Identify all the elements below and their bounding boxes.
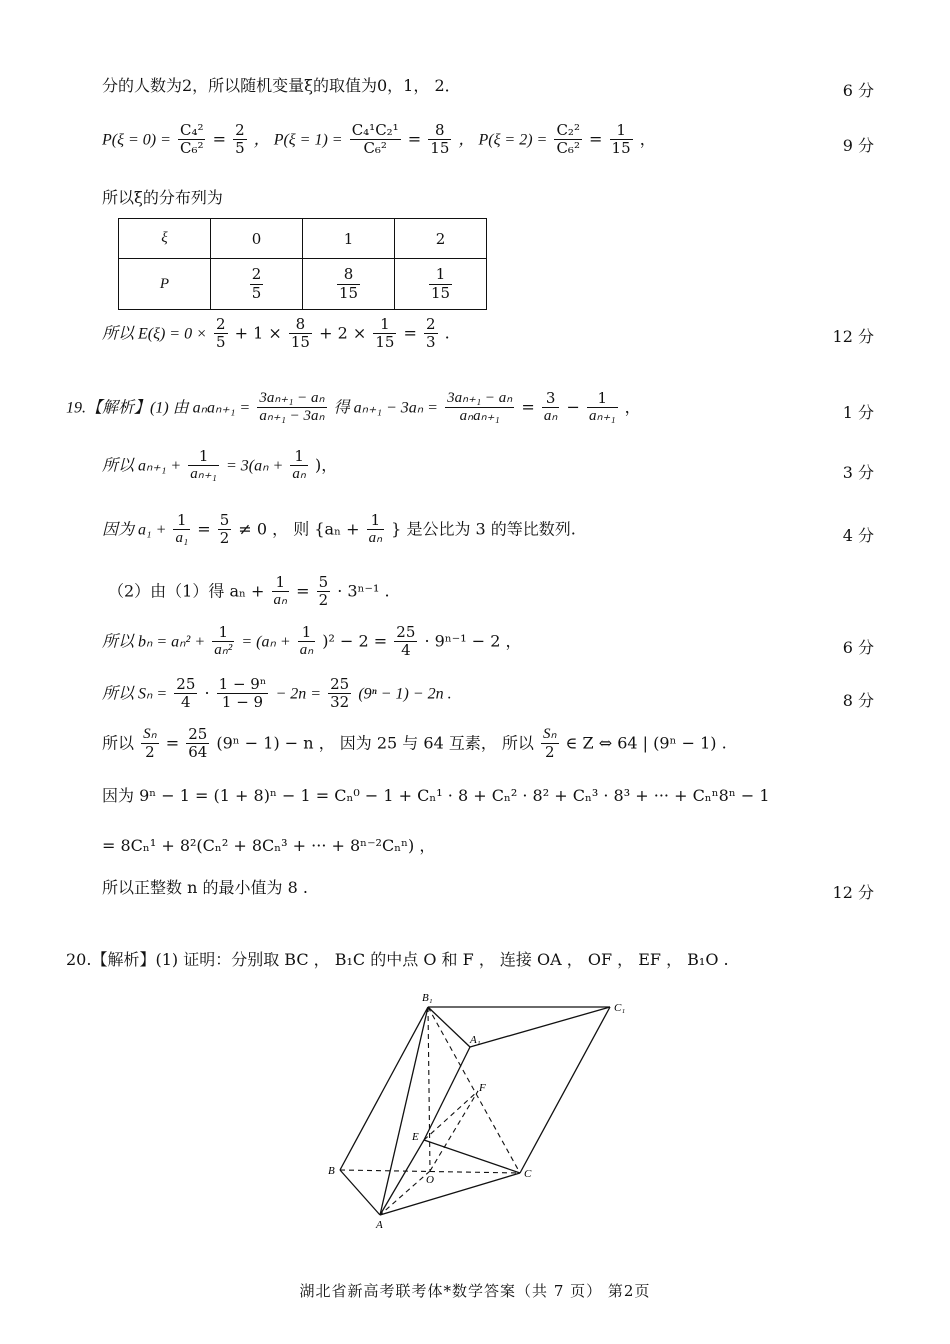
q19-line6: 所以 Sₙ = $\frac{25}{4}$ · $\frac{\text{1 − 9ⁿ}}{1 - 9}$ − 2n = $\frac{25}{32}$ (9ⁿ − 1) − 2n . — [102, 675, 452, 712]
table-cell: $\frac{2}{5}$ — [211, 259, 303, 310]
edge-of — [430, 1091, 478, 1171]
distribution-table — [118, 218, 487, 310]
p1-lhs: ， P(ξ = 1) = — [253, 131, 343, 149]
edge-b1b — [340, 1007, 428, 1170]
q19-line5: 所以 bₙ = aₙ² + $\frac{1}{\text{aₙ²}}$ = (aₙ + $\frac{1}{\text{aₙ}}$ )² − 2 = $\frac{25}{4}$ · 9ⁿ⁻¹ − 2 ， — [102, 623, 522, 660]
edge-b1a — [380, 1007, 428, 1215]
label-o: O — [426, 1174, 434, 1186]
score-12: 12 分 — [832, 327, 874, 346]
table-cell: $\frac{8}{15}$ — [303, 259, 395, 310]
edge-a1e — [424, 1047, 470, 1140]
edge-b1o — [428, 1007, 430, 1171]
p0-lhs: P(ξ = 0) = — [102, 131, 171, 149]
edge-oa — [380, 1171, 430, 1215]
label-e: E — [412, 1131, 419, 1143]
q19-line4: （2）由（1）得 aₙ + $\frac{1}{\text{aₙ}}$ = $\frac{5}{2}$ · 3ⁿ⁻¹ . — [108, 573, 390, 610]
table-header-cell: ξ — [119, 219, 211, 259]
q19-line9: = 8Cₙ¹ + 8²(Cₙ² + 8Cₙ³ + ··· + 8ⁿ⁻²Cₙⁿ) ， — [102, 836, 436, 855]
q18-line-values: 分的人数为2，所以随机变量ξ的取值为0，1， 2． — [102, 76, 461, 95]
q19-line7: 所以 $\frac{\text{Sₙ}}{2}$ = $\frac{25}{64}$ (9ⁿ − 1) − n ， 因为 25 与 64 互素， 所以 $\frac{\text{Sₙ}}{2}$ ∈ Z ⇔ 64 | (9ⁿ − 1) . — [102, 725, 727, 762]
score-8: 8 分 — [842, 691, 874, 710]
q19-line8: 因为 9ⁿ − 1 = (1 + 8)ⁿ − 1 = Cₙ⁰ − 1 + Cₙ¹ · 8 + Cₙ² · 8² + Cₙ³ · 8³ + ··· + Cₙⁿ8ⁿ − 1 — [102, 786, 770, 805]
label-b1: B₁ — [422, 992, 433, 1004]
score-12b: 12 分 — [832, 883, 874, 902]
table-row-label: P — [119, 259, 211, 310]
q18-dist-intro: 所以ξ的分布列为 — [102, 188, 223, 207]
label-c: C — [524, 1168, 532, 1180]
edge-b1c — [428, 1007, 520, 1173]
q19-line1: 19.【解析】(1) 由 aₙaₙ₊₁ = $\frac{\text{3aₙ₊₁ − aₙ}}{\text{aₙ₊₁ − 3aₙ}}$ 得 aₙ₊₁ − 3aₙ = $\frac{\text{3aₙ₊₁ − aₙ}}{\text{aₙaₙ₊₁}}$ = $\frac{3}{\text{aₙ}}$ − $\frac{1}{\text{aₙ₊₁}}$ ， — [66, 389, 641, 425]
score-6: 6 分 — [842, 81, 874, 100]
p1-value: $\frac{8}{15}$ — [430, 121, 450, 158]
p2-frac: $\frac{\text{C₂²}}{\text{C₆²}}$ — [556, 121, 580, 158]
score-1: 1 分 — [842, 403, 874, 422]
q19-line2: 所以 aₙ₊₁ + $\frac{1}{\text{aₙ₊₁}}$ = 3(aₙ + $\frac{1}{\text{aₙ}}$ )， — [102, 447, 338, 483]
label-a: A — [376, 1219, 383, 1231]
prism-figure — [320, 985, 630, 1235]
q19-line3: 因为 a₁ + $\frac{1}{\text{a₁}}$ = $\frac{5}{2}$ ≠ 0 ， 则 {aₙ + $\frac{1}{\text{aₙ}}$ } 是公比为 3 的等比数列. — [102, 511, 576, 548]
p0-value: $\frac{2}{5}$ — [235, 121, 245, 158]
q18-expectation: 所以 E(ξ) = 0 × $\frac{2}{5}$ + 1 × $\frac{8}{15}$ + 2 × $\frac{1}{15}$ = $\frac{2}{3}$ . — [102, 315, 450, 352]
label-a1: A₁ — [470, 1034, 481, 1046]
label-c1: C₁ — [614, 1002, 626, 1014]
edge-ec — [424, 1140, 520, 1173]
table-header-cell: 1 — [303, 219, 395, 259]
p2-value: $\frac{1}{15}$ — [611, 121, 631, 158]
edge-ba — [340, 1170, 380, 1215]
edge-ef — [424, 1091, 478, 1140]
p0-frac: $\frac{\text{C₄²}}{\text{C₆²}}$ — [179, 121, 204, 158]
table-header-cell: 0 — [211, 219, 303, 259]
edge-c1c — [520, 1007, 610, 1173]
q18-probabilities: P(ξ = 0) = $\frac{\text{C₄²}}{\text{C₆²}}$ = $\frac{2}{5}$ ， P(ξ = 1) = $\frac{\text{C₄¹C₂¹}}{\text{C₆²}}$ = $\frac{8}{15}$ ， P(ξ = 2) = $\frac{\text{C₂²}}{\text{C₆²}}$ = $\frac{1}{15}$ ， — [102, 121, 656, 158]
score-4: 4 分 — [842, 526, 874, 545]
page-footer: 湖北省新高考联考体*数学答案（共 7 页） 第2页 — [299, 1282, 651, 1300]
score-9: 9 分 — [842, 136, 874, 155]
label-b: B — [328, 1165, 335, 1177]
score-3: 3 分 — [842, 463, 874, 482]
q20-line1: 20.【解析】(1) 证明：分别取 BC ， B₁C 的中点 O 和 F ， 连接 OA ， OF ， EF ， B₁O . — [66, 950, 729, 969]
edge-b1a1 — [428, 1007, 470, 1047]
q19-line10: 所以正整数 n 的最小值为 8 . — [102, 878, 308, 897]
p2-lhs: ， P(ξ = 2) = — [458, 131, 548, 149]
table-header-cell: 2 — [395, 219, 487, 259]
table-cell: $\frac{1}{15}$ — [395, 259, 487, 310]
label-f: F — [479, 1082, 486, 1094]
edge-a1c1 — [470, 1007, 610, 1047]
score-6b: 6 分 — [842, 638, 874, 657]
p1-frac: $\frac{\text{C₄¹C₂¹}}{\text{C₆²}}$ — [351, 121, 399, 158]
